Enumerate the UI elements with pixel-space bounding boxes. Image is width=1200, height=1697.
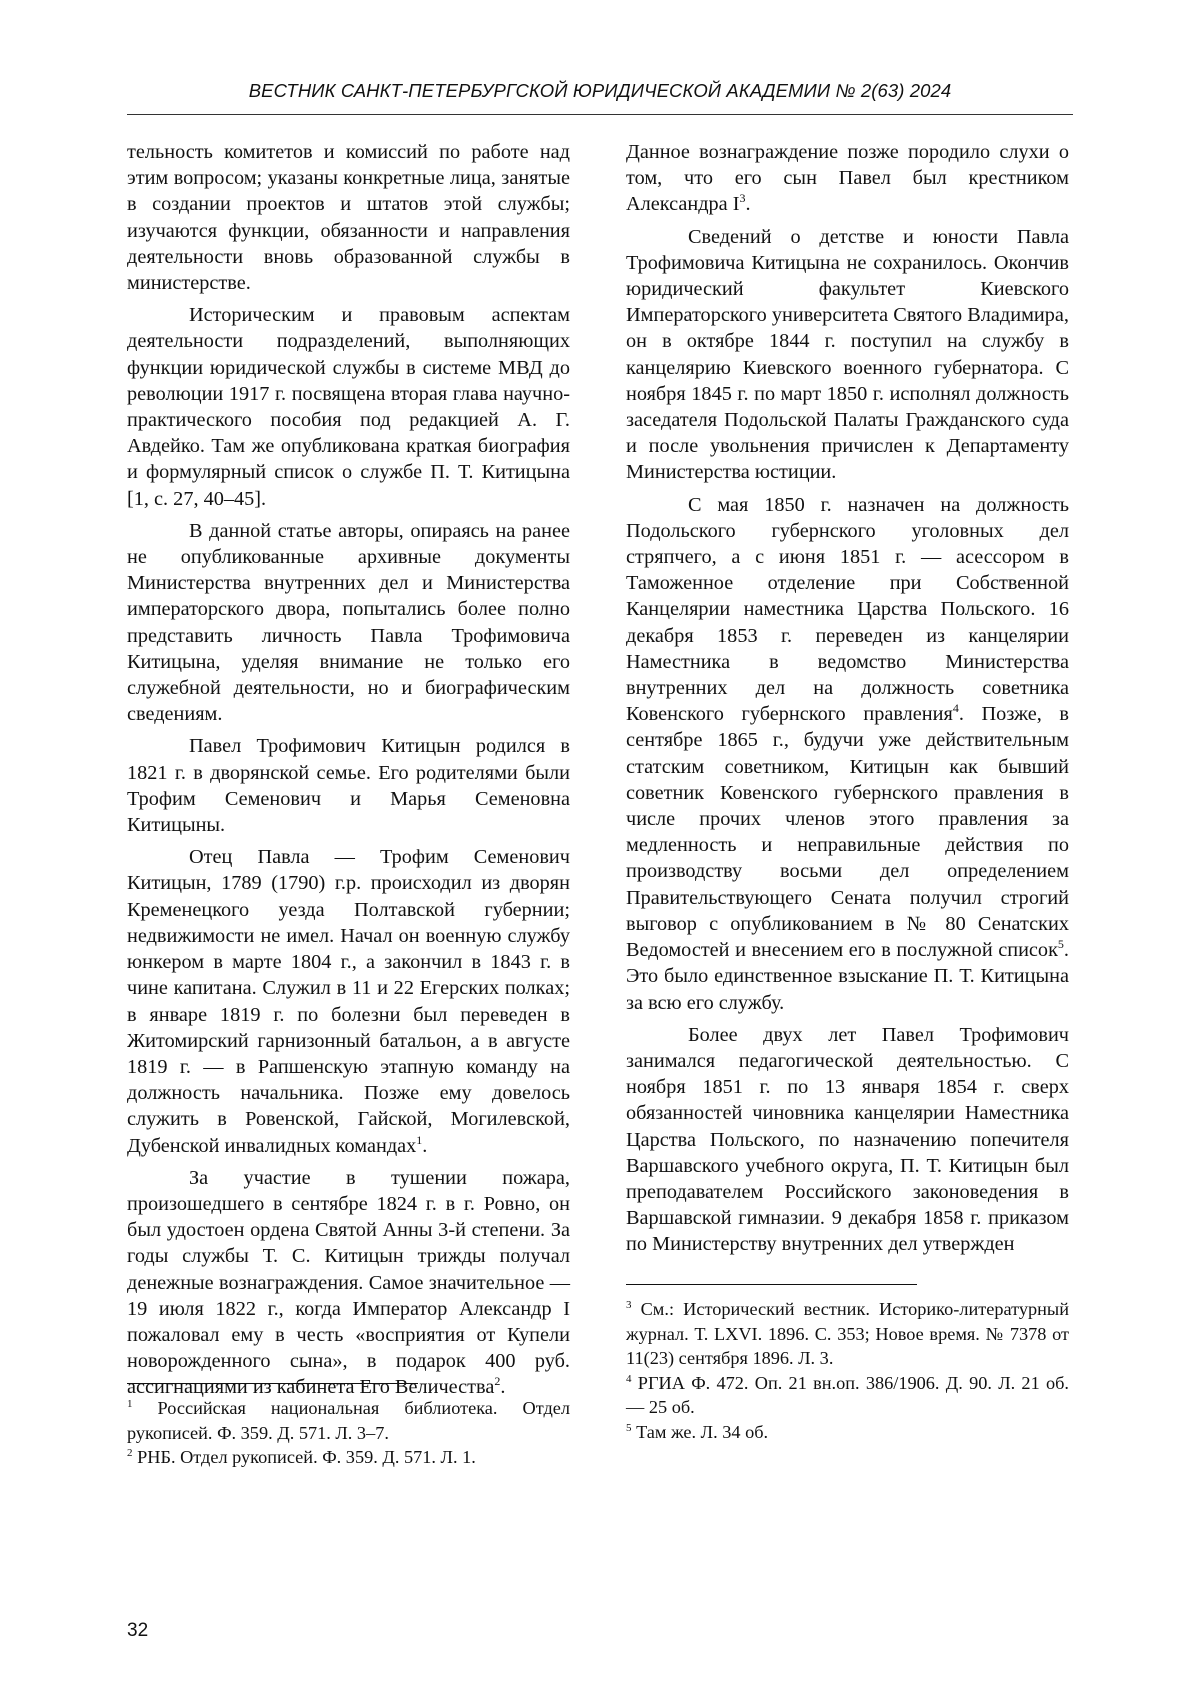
header-divider bbox=[127, 114, 1073, 115]
footnote-ref[interactable]: 3 bbox=[739, 191, 746, 206]
footnote-divider bbox=[127, 1383, 418, 1384]
footnote-number: 4 bbox=[626, 1372, 632, 1385]
footnote-number: 5 bbox=[626, 1421, 632, 1434]
footnote bbox=[626, 1297, 1069, 1371]
paragraph: Более двух лет Павел Трофимович занимался педагогической деятельностью. С ноября 1851 г. по 13 января 1854 г. сверх обязанностей чиновника канцелярии Наместника Царства Польского, по назначению попечителя Варшавского учебного округа, П. Т. Китицын был преподавателем Российского законоведения в Варшавской гимназии. 9 декабря 1858 г. приказом по Министерству внутренних дел утвержден bbox=[626, 1023, 1069, 1256]
paragraph-text: . Позже, в сентябре 1865 г., будучи уже действительным статским советником, Китицын как бывший советник Ковенского губернского правления в числе прочих членов этого правления за медленность и неправильные действия по производству восьми дел определением Правительствующего Сената получил строгий выговор с опубликованием в № 80 Сенатских Ведомостей и внесением его в послужной список bbox=[626, 703, 1069, 962]
journal-header-title: ВЕСТНИК САНКТ-ПЕТЕРБУРГСКОЙ ЮРИДИЧЕСКОЙ АКАДЕМИИ № 2(63) 2024 bbox=[248, 80, 952, 101]
paragraph-text: За участие в тушении пожара, произошедшего в сентябре 1824 г. в г. Ровно, он был удостоен ордена Святой Анны 3-й степени. За годы службы Т. С. Китицын трижды получал денежные вознаграждения. Самое значительное — 19 июля 1822 г., когда Император Александр I пожаловал ему в честь «восприятия от Купели новорожденного сына», в подарок 400 руб. ассигнациями из кабинета Его Величества bbox=[127, 1166, 570, 1399]
paragraph-text: Данное вознаграждение позже породило слухи о том, что его сын Павел был крестником Александра I bbox=[626, 141, 1069, 216]
footnotes-left bbox=[127, 1396, 570, 1470]
paragraph-text: С мая 1850 г. назначен на должность Подольского губернского уголовных дел стряпчего, а с июня 1851 г. — асессором в Таможенное отделение при Собственной Канцелярии наместника Царства Польского. 16 декабря 1853 г. переведен из канцелярии Наместника в ведомство Министерства внутренних дел на должность советника Ковенского губернского правления bbox=[626, 493, 1069, 726]
footnote-text: РНБ. Отдел рукописей. Ф. 359. Д. 571. Л. 1. bbox=[137, 1447, 476, 1467]
paragraph-text: . bbox=[500, 1376, 506, 1399]
paragraph-text: . bbox=[745, 193, 751, 216]
footnote bbox=[626, 1420, 1069, 1445]
footnote-ref[interactable]: 5 bbox=[1057, 937, 1064, 952]
footnote-text: См.: Исторический вестник. Историко-литературный журнал. Т. LXVI. 1896. С. 353; Новое время. № 7378 от 11(23) сентября 1896. Л. 3. bbox=[626, 1299, 1069, 1368]
paragraph: тельность комитетов и комиссий по работе над этим вопросом; указаны конкретные лица, занятые в создании проектов и штатов этой службы; изучаются функции, обязанности и направления деятельности вновь образованной службы в министерстве. bbox=[127, 141, 570, 295]
footnote-ref[interactable]: 1 bbox=[416, 1132, 423, 1147]
footnote-text: Там же. Л. 34 об. bbox=[636, 1421, 769, 1442]
page-number: 32 bbox=[127, 1620, 149, 1641]
footnote bbox=[127, 1445, 570, 1470]
paragraph: В данной статье авторы, опираясь на ранее не опубликованные архивные документы Министерства внутренних дел и Министерства императорского двора, попытались более полно представить личность Павла Трофимовича Китицына, уделяя внимание не только его служебной деятельности, но и биографическим сведениям. bbox=[127, 519, 570, 726]
footnote bbox=[626, 1371, 1069, 1420]
paragraph-text: Отец Павла — Трофим Семенович Китицын, 1789 (1790) г.р. происходил из дворян Кременецкого уезда Полтавской губернии; недвижимости не имел. Начал он военную службу юнкером в марте 1804 г., а закончил в 1843 г. в чине капитана. Служил в 11 и 22 Егерских полках; в январе 1819 г. по болезни был переведен в Житомирский гарнизонный батальон, а в августе 1819 г. — в Рапшенскую этапную команду на должность начальника. Позже ему довелось служить в Ровенской, Гайской, Могилевской, Дубенской инвалидных командах bbox=[127, 846, 570, 1157]
paragraph bbox=[127, 844, 570, 1158]
paragraph bbox=[127, 1165, 570, 1401]
footnote-text: Российская национальная библиотека. Отдел рукописей. Ф. 359. Д. 571. Л. 3–7. bbox=[127, 1398, 570, 1443]
paragraph-text: . bbox=[422, 1134, 428, 1157]
footnote-divider bbox=[626, 1284, 917, 1285]
paragraph: Историческим и правовым аспектам деятельности подразделений, выполняющих функции юридической службы в системе МВД до революции 1917 г. посвящена вторая глава научно-практического пособия под редакцией А. Г. Авдейко. Там же опубликована краткая биография и формулярный список о службе П. Т. Китицына [1, с. 27, 40–45]. bbox=[127, 304, 570, 510]
footnote-ref[interactable]: 4 bbox=[952, 701, 959, 716]
paragraph-text: . Это было единственное взыскание П. Т. Китицына за всю его службу. bbox=[626, 939, 1069, 1014]
right-column bbox=[626, 139, 1069, 1258]
paragraph bbox=[626, 139, 1069, 218]
footnotes-right bbox=[626, 1297, 1069, 1444]
footnote-number: 2 bbox=[127, 1446, 133, 1459]
paragraph: Павел Трофимович Китицын родился в 1821 г. в дворянской семье. Его родителями были Трофим Семенович и Марья Семеновна Китицыны. bbox=[127, 735, 570, 837]
footnote-number: 3 bbox=[626, 1298, 632, 1311]
left-column bbox=[127, 139, 570, 1401]
footnote-ref[interactable]: 2 bbox=[494, 1374, 501, 1389]
footnote-text: РГИА Ф. 472. Оп. 21 вн.оп. 386/1906. Д. 90. Л. 21 об. — 25 об. bbox=[626, 1372, 1069, 1417]
footnote bbox=[127, 1396, 570, 1445]
paragraph: Сведений о детстве и юности Павла Трофимовича Китицына не сохранилось. Окончив юридический факультет Киевского Императорского университета Святого Владимира, он в октябре 1844 г. поступил на службу в канцелярию Киевского военного губернатора. С ноября 1845 г. по март 1850 г. исполнял должность заседателя Подольской Палаты Гражданского суда и после увольнения причислен к Департаменту Министерства юстиции. bbox=[626, 225, 1069, 484]
footnote-number: 1 bbox=[127, 1397, 133, 1410]
paragraph bbox=[626, 492, 1069, 1016]
